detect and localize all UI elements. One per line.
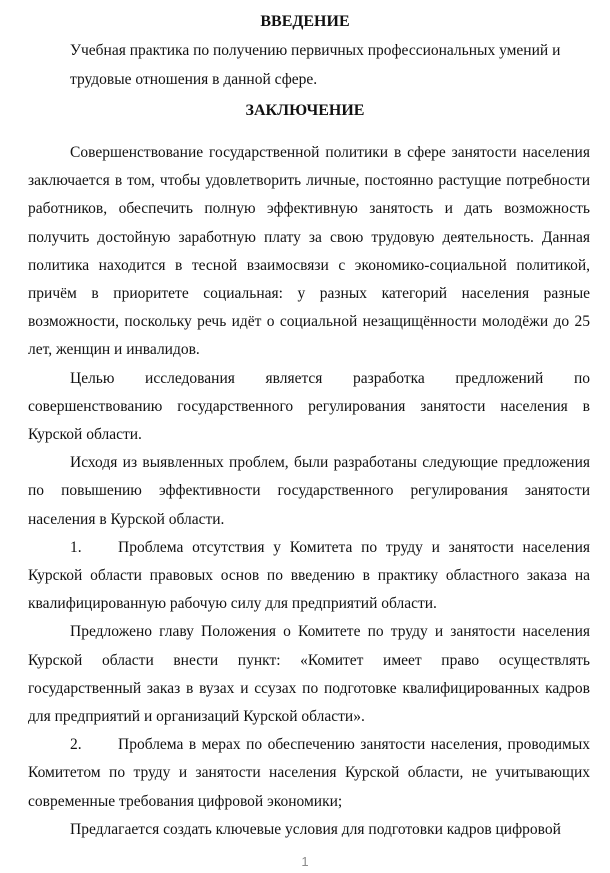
paragraph: Предлагается создать ключевые условия для подготовки кадров цифровой — [70, 820, 561, 838]
paragraph: Совершенствование государственной политики в сфере занятости населения заключается в том, чтобы удовлетворить личные, постоянно растущие потребности работников, обеспечить полную эффективную занятость и дать возможность получить достойную заработную плату за свою трудовую деятельность. Данная политика находится в тесной взаимосвязи с экономико-социальной политикой, причём в приоритете социальная: у разных категорий населения разные возможности, поскольку речь идёт о социальной незащищённости молодёжи до 25 лет, женщин и инвалидов. — [28, 144, 590, 359]
paragraph: Исходя из выявленных проблем, были разработаны следующие предложения по повышению эффективности государственного регулирования занятости населения в Курской области. — [28, 454, 590, 528]
paragraph: Предложено главу Положения о Комитете по труду и занятости населения Курской области внести пункт: «Комитет имеет право осуществлять государственный заказ в вузах и ссузах по подготовке квалифицированных кадров для предприятий и организаций Курской области». — [28, 623, 590, 726]
paragraph-text: Проблема в мерах по обеспечению занятости населения, проводимых Комитетом по труду и занятости населения Курской области, не учитывающих современные требования цифровой экономики; — [28, 736, 590, 810]
intro-text: Учебная практика по получению первичных профессиональных умений и трудовые отношения в данной сфере. — [70, 42, 561, 88]
list-number: 2. — [70, 736, 82, 754]
numbered-paragraph-2 — [28, 731, 590, 816]
page-number: 1 — [301, 854, 309, 869]
paragraph-text: Проблема отсутствия у Комитета по труду и занятости населения Курской области правовых основ по введению в практику областного заказа на квалифицированную рабочую силу для предприятий области. — [28, 538, 590, 613]
intro-heading: ВВЕДЕНИЕ — [260, 13, 350, 30]
paragraph: Целью исследования является разработка предложений по совершенствованию государственного регулирования занятости населения в Курской области. — [28, 369, 590, 444]
conclusion-body — [28, 139, 590, 844]
numbered-paragraph-1 — [28, 534, 590, 619]
list-number: 1. — [70, 538, 82, 556]
conclusion-heading: ЗАКЛЮЧЕНИЕ — [245, 102, 365, 119]
